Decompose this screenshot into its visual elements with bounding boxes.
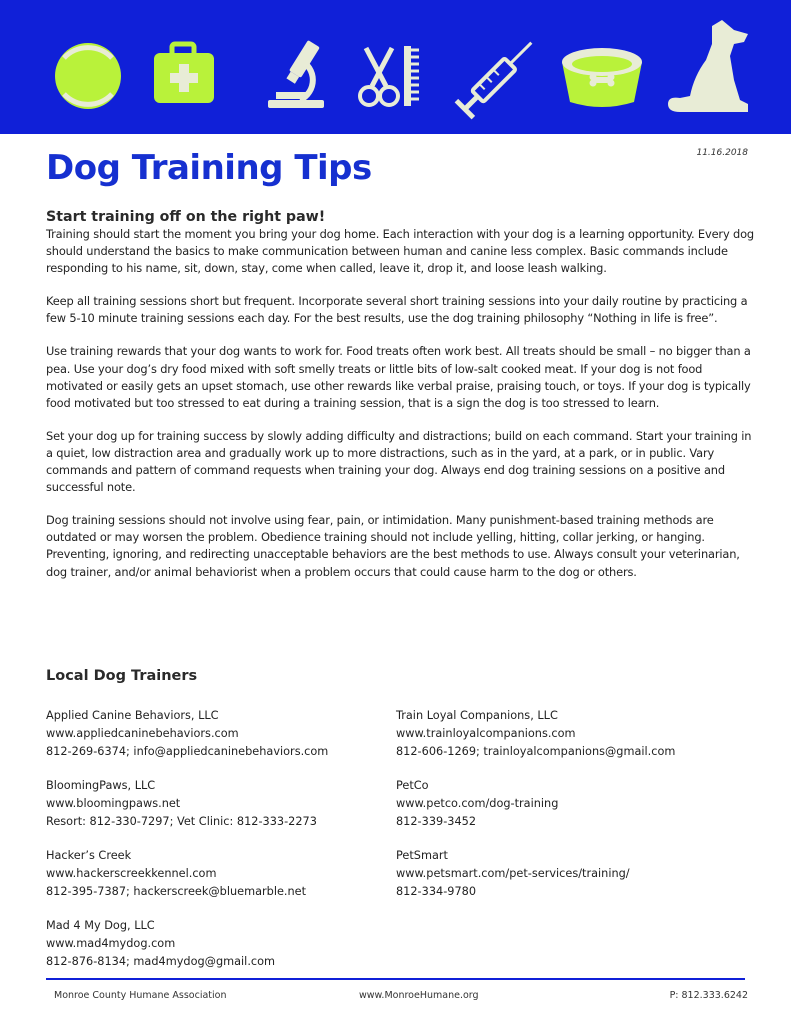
sitting-dog-icon (668, 20, 748, 112)
scissors-comb-icon (360, 46, 419, 106)
trainer-entry (46, 917, 386, 971)
ball-icon (55, 43, 121, 109)
footer-organization: Monroe County Humane Association (54, 990, 227, 1001)
trainer-contact: 812-339-3452 (396, 815, 477, 828)
trainer-name: PetCo (396, 779, 429, 792)
microscope-icon (268, 40, 324, 108)
trainers-heading: Local Dog Trainers (46, 668, 198, 684)
trainer-website[interactable]: www.petco.com/dog-training (396, 797, 559, 810)
trainer-name: PetSmart (396, 849, 448, 862)
trainer-contact: 812-269-6374; info@appliedcaninebehaviors.com (46, 745, 329, 758)
paragraph-basics: Training should start the moment you bring your dog home. Each interaction with your dog is a learning opportunity. Every dog should understand the basics to make communication between human and canine less complex. Basic commands include responding to his name, sit, down, stay, come when called, leave it, drop it, and loose leash walking. (46, 227, 755, 276)
trainer-entry (46, 707, 386, 761)
trainer-contact: 812-876-8134; mad4mydog@gmail.com (46, 955, 276, 968)
trainer-website[interactable]: www.bloomingpaws.net (46, 797, 181, 810)
footer-website[interactable]: www.MonroeHumane.org (359, 990, 479, 1001)
trainers-right-column (396, 707, 776, 917)
trainer-entry (46, 847, 386, 901)
document-date: 11.16.2018 (696, 148, 748, 158)
trainer-contact: 812-606-1269; trainloyalcompanions@gmail.com (396, 745, 676, 758)
dog-bowl-icon (562, 48, 642, 107)
header-icons (0, 0, 791, 134)
header-banner (0, 0, 791, 134)
syringe-icon (456, 34, 539, 117)
trainer-name: BloomingPaws, LLC (46, 779, 156, 792)
trainer-entry (396, 707, 776, 761)
intro-heading: Start training off on the right paw! (46, 209, 326, 225)
trainer-website[interactable]: www.petsmart.com/pet-services/training/ (396, 867, 630, 880)
trainer-contact: 812-395-7387; hackerscreek@bluemarble.net (46, 885, 307, 898)
trainer-contact: Resort: 812-330-7297; Vet Clinic: 812-333-2273 (46, 815, 317, 828)
trainer-website[interactable]: www.mad4mydog.com (46, 937, 176, 950)
trainer-entry (396, 777, 776, 831)
trainer-website[interactable]: www.appliedcaninebehaviors.com (46, 727, 239, 740)
trainer-name: Train Loyal Companions, LLC (396, 709, 558, 722)
footer-divider (46, 978, 745, 980)
trainer-website[interactable]: www.trainloyalcompanions.com (396, 727, 576, 740)
trainers-left-column (46, 707, 386, 987)
trainer-website[interactable]: www.hackerscreekkennel.com (46, 867, 217, 880)
trainer-name: Hacker’s Creek (46, 849, 132, 862)
main-content (46, 208, 760, 597)
paragraph-sessions: Keep all training sessions short but frequent. Incorporate several short training sessions into your daily routine by practicing a few 5-10 minute training sessions each day. For the best results, use the dog training philosophy “Nothing in life is free”. (46, 294, 748, 326)
trainer-contact: 812-334-9780 (396, 885, 477, 898)
footer-phone: P: 812.333.6242 (669, 990, 748, 1001)
paragraph-rewards: Use training rewards that your dog wants to work for. Food treats often work best. All treats should be small – no bigger than a pea. Use your dog’s dry food mixed with soft smelly treats or little bits of low-salt cooked meat. If your dog is not food motivated or easily gets an upset stomach, use other rewards like verbal praise, praising touch, or toys. If your dog is typically food motivated but too stressed to eat during a training session, that is a sign the dog is too stressed to learn. (46, 344, 751, 410)
first-aid-kit-icon (154, 44, 214, 103)
page-title: Dog Training Tips (46, 148, 372, 188)
trainer-name: Applied Canine Behaviors, LLC (46, 709, 219, 722)
trainer-entry (46, 777, 386, 831)
trainer-entry (396, 847, 776, 901)
paragraph-no-fear: Dog training sessions should not involve using fear, pain, or intimidation. Many punishment-based training methods are outdated or may worsen the problem. Obedience training should not include yelling, hitting, collar jerking, or hanging. Preventing, ignoring, and redirecting unacceptable behaviors are the best methods to use. Always consult your veterinarian, dog trainer, and/or animal behaviorist when a problem occurs that could cause harm to the dog or others. (46, 513, 740, 579)
trainer-name: Mad 4 My Dog, LLC (46, 919, 155, 932)
paragraph-success: Set your dog up for training success by slowly adding difficulty and distractions; build on each command. Start your training in a quiet, low distraction area and gradually work up to more distractions, such as in the yard, at a park, or in public. Vary commands and pattern of command requests when training your dog. Always end dog training sessions on a positive and successful note. (46, 428, 752, 495)
